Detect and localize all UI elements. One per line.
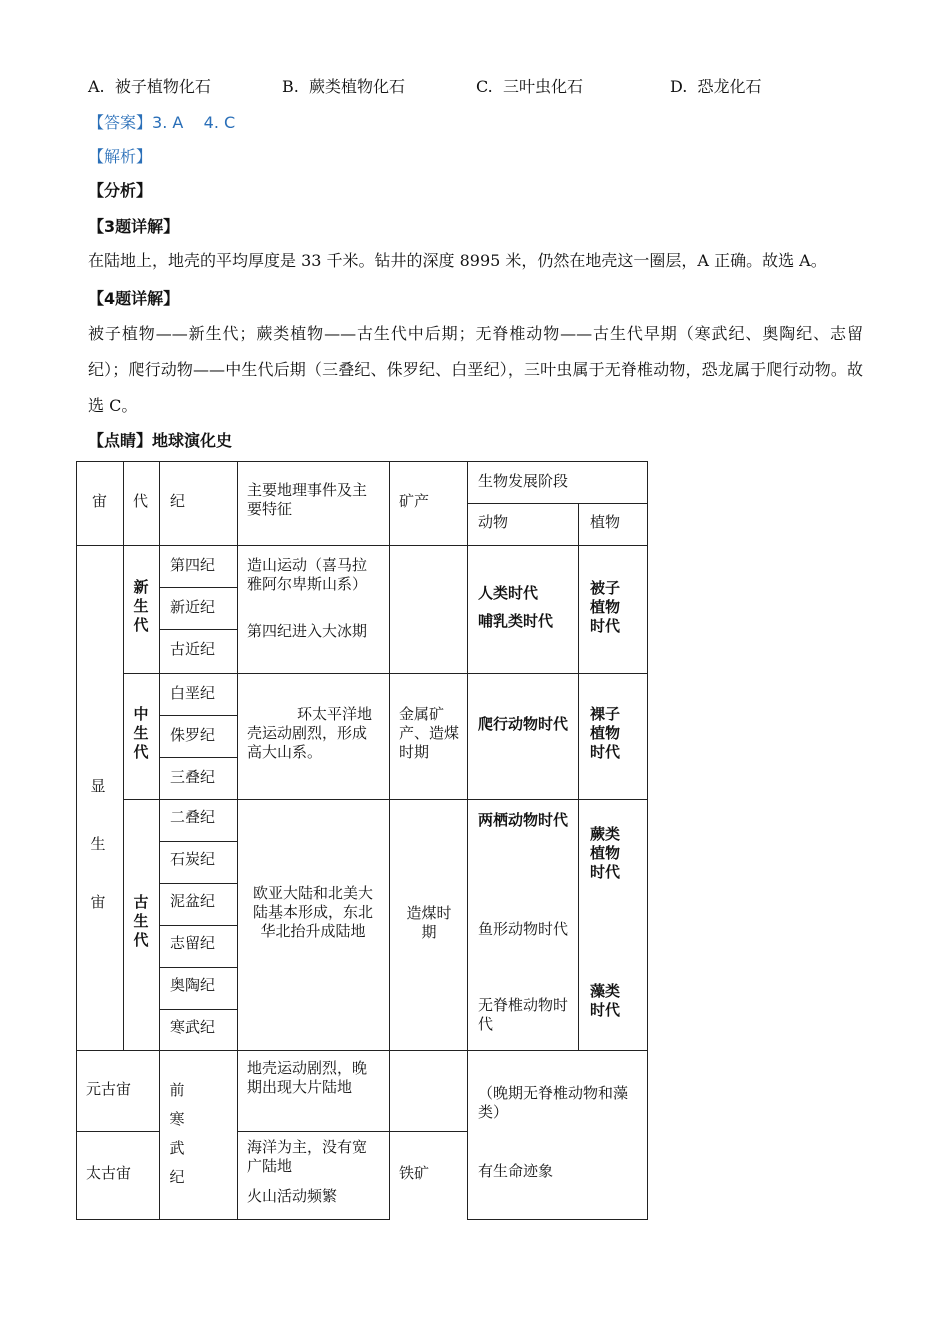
paleozoic-plant-2: 藻类时代 bbox=[590, 982, 621, 1019]
eon-phanerozoic: 显 生 宙 bbox=[90, 777, 106, 911]
dianjing-text: 地球演化史 bbox=[152, 431, 233, 450]
era-paleozoic: 古 生 代 bbox=[133, 893, 149, 949]
period-triassic: 三叠纪 bbox=[170, 768, 216, 786]
period-silurian: 志留纪 bbox=[170, 934, 216, 952]
period-cretaceous: 白垩纪 bbox=[170, 684, 216, 702]
answer-line bbox=[88, 110, 235, 133]
period-ordovician: 奥陶纪 bbox=[170, 976, 216, 994]
mesozoic-event: 环太平洋地壳运动剧烈，形成高大山系。 bbox=[247, 705, 373, 761]
period-permian: 二叠纪 bbox=[170, 808, 216, 826]
eon-proterozoic: 元古宙 bbox=[86, 1080, 132, 1098]
mesozoic-mineral: 金属矿产、造煤时期 bbox=[399, 705, 460, 761]
dianjing-line bbox=[88, 428, 232, 451]
table-border-top bbox=[76, 461, 648, 462]
paleozoic-event: 欧亚大陆和北美大陆基本形成，东北华北抬升成陆地 bbox=[252, 884, 373, 940]
option-d: D. 恐龙化石 bbox=[670, 77, 762, 96]
paleozoic-animal-2: 鱼形动物时代 bbox=[478, 920, 569, 938]
q3-text: 在陆地上，地壳的平均厚度是 33 千米。钻井的深度 8995 米，仍然在地壳这一圈层，A 正确。故选 A。 bbox=[88, 251, 827, 270]
header-plants: 植物 bbox=[590, 513, 621, 531]
cenozoic-animal-1: 人类时代 bbox=[478, 584, 539, 602]
period-paleogene: 古近纪 bbox=[170, 640, 216, 658]
era-mesozoic: 中 生 代 bbox=[133, 705, 149, 761]
mesozoic-animal: 爬行动物时代 bbox=[478, 715, 569, 733]
eon-archean: 太古宙 bbox=[86, 1164, 132, 1182]
table-border-bottom-right bbox=[467, 1219, 648, 1220]
header-events: 主要地理事件及主要特征 bbox=[247, 481, 368, 518]
precambrian-bio-1: （晚期无脊椎动物和藻类） bbox=[478, 1084, 629, 1121]
period-jurassic: 侏罗纪 bbox=[170, 726, 216, 744]
q4-text: 被子植物——新生代；蕨类植物——古生代中后期；无脊椎动物——古生代早期（寒武纪、奥陶纪、志留纪）；爬行动物——中生代后期（三叠纪、侏罗纪、白垩纪），三叶虫属于无脊椎动物，恐龙属于爬行动物。故选 C。 bbox=[88, 324, 863, 415]
header-minerals: 矿产 bbox=[399, 492, 430, 510]
header-animals: 动物 bbox=[478, 513, 509, 531]
archean-event-1: 海洋为主，没有宽广陆地 bbox=[247, 1138, 368, 1175]
header-era: 代 bbox=[133, 492, 149, 510]
q4-heading: 【4题详解】 bbox=[88, 289, 180, 308]
paleozoic-animal-3: 无脊椎动物时代 bbox=[478, 996, 569, 1033]
cenozoic-plant: 被子植物时代 bbox=[590, 579, 621, 635]
era-cenozoic: 新 生 代 bbox=[133, 578, 149, 634]
header-bio: 生物发展阶段 bbox=[478, 472, 569, 490]
cenozoic-event-1: 造山运动（喜马拉雅阿尔卑斯山系） bbox=[247, 556, 368, 593]
precambrian-bio-2: 有生命迹象 bbox=[478, 1162, 554, 1180]
period-carboniferous: 石炭纪 bbox=[170, 850, 216, 868]
cenozoic-event-2: 第四纪进入大冰期 bbox=[247, 622, 368, 640]
header-eon: 宙 bbox=[92, 492, 108, 510]
proterozoic-event: 地壳运动剧烈，晚期出现大片陆地 bbox=[247, 1059, 368, 1096]
paleozoic-animal-1: 两栖动物时代 bbox=[478, 811, 569, 829]
period-devonian: 泥盆纪 bbox=[170, 892, 216, 910]
answer-text: 3. A 4. C bbox=[152, 113, 236, 132]
cenozoic-animal-2: 哺乳类时代 bbox=[478, 612, 554, 630]
era-precambrian: 前 寒 武 纪 bbox=[169, 1081, 185, 1186]
table-border-bottom-left bbox=[76, 1219, 389, 1220]
option-a: A. 被子植物化石 bbox=[88, 77, 211, 96]
paleozoic-plant-1: 蕨类植物时代 bbox=[590, 825, 621, 881]
table-border-left bbox=[76, 461, 77, 1220]
analysis-tag: 【解析】 bbox=[88, 147, 153, 166]
period-quaternary: 第四纪 bbox=[170, 556, 216, 574]
mesozoic-plant: 裸子植物时代 bbox=[590, 705, 621, 761]
table-border-right bbox=[647, 461, 648, 1220]
q3-heading: 【3题详解】 bbox=[88, 217, 180, 236]
answer-tag: 【答案】 bbox=[88, 113, 153, 132]
paleozoic-mineral: 造煤时期 bbox=[406, 904, 452, 941]
archean-event-2: 火山活动频繁 bbox=[247, 1187, 338, 1205]
period-neogene: 新近纪 bbox=[170, 598, 216, 616]
dianjing-tag: 【点睛】 bbox=[88, 431, 153, 450]
option-b: B. 蕨类植物化石 bbox=[282, 77, 406, 96]
fenxi-heading: 【分析】 bbox=[88, 181, 153, 200]
precambrian-mineral: 铁矿 bbox=[399, 1164, 430, 1182]
option-c: C. 三叶虫化石 bbox=[476, 77, 583, 96]
header-period: 纪 bbox=[170, 492, 186, 510]
period-cambrian: 寒武纪 bbox=[170, 1018, 216, 1036]
